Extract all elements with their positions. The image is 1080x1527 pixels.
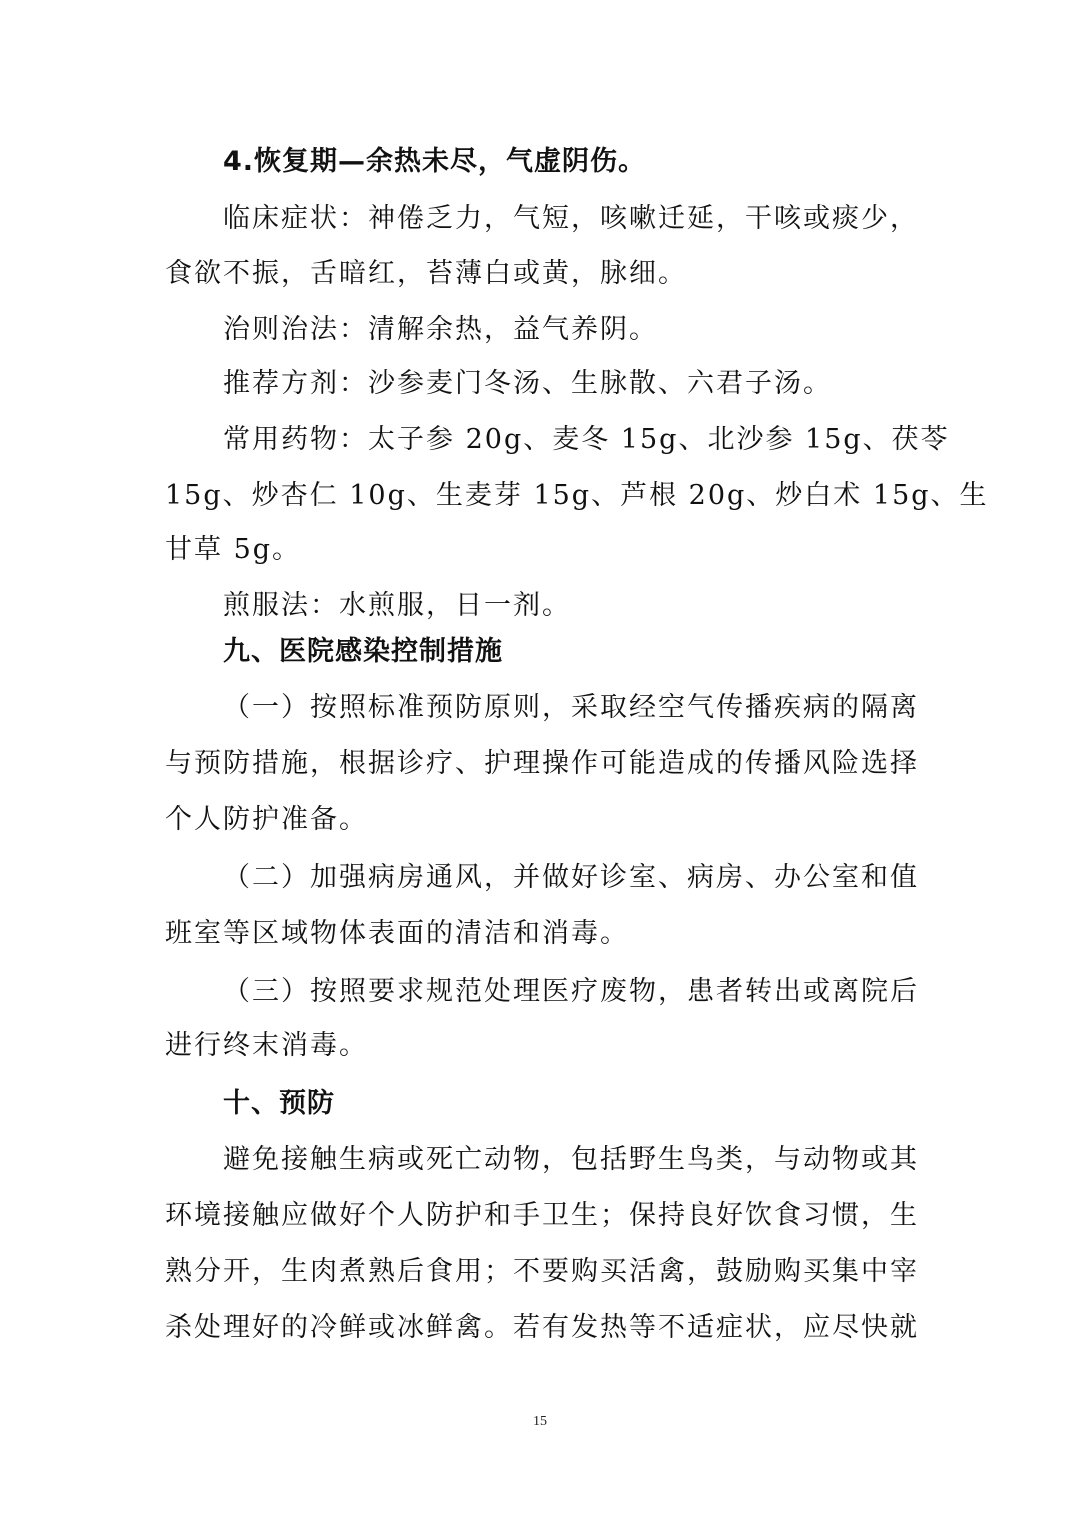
recovery-stage-heading: 4.恢复期—余热未尽，气虚阴伤。 [223,146,647,177]
common-medicine-line: 常用药物：太子参 20g、麦冬 15g、北沙参 15g、茯苓 [223,424,950,455]
section-heading-infection-control: 九、医院感染控制措施 [223,636,503,667]
treatment-principle-line: 治则治法：清解余热，益气养阴。 [223,314,658,345]
control-measure-line: （一）按照标准预防原则，采取经空气传播疾病的隔离 [223,692,919,723]
prevention-line: 环境接触应做好个人防护和手卫生；保持良好饮食习惯，生 [165,1200,919,1231]
section-heading-prevention: 十、预防 [223,1088,335,1119]
common-medicine-line: 15g、炒杏仁 10g、生麦芽 15g、芦根 20g、炒白术 15g、生 [165,480,989,511]
prevention-line: 杀处理好的冷鲜或冰鲜禽。若有发热等不适症状，应尽快就 [165,1312,919,1343]
decoction-method-line: 煎服法：水煎服，日一剂。 [223,590,571,621]
control-measure-line: （三）按照要求规范处理医疗废物，患者转出或离院后 [223,976,919,1007]
control-measure-line: 个人防护准备。 [165,804,368,835]
clinical-symptoms-line: 临床症状：神倦乏力，气短，咳嗽迁延，干咳或痰少， [223,203,919,234]
clinical-symptoms-line: 食欲不振，舌暗红，苔薄白或黄，脉细。 [165,258,687,289]
page-number: 15 [533,1414,547,1429]
prevention-line: 熟分开，生肉煮熟后食用；不要购买活禽，鼓励购买集中宰 [165,1256,919,1287]
prevention-line: 避免接触生病或死亡动物，包括野生鸟类，与动物或其 [223,1144,919,1175]
control-measure-line: （二）加强病房通风，并做好诊室、病房、办公室和值 [223,862,919,893]
control-measure-line: 班室等区域物体表面的清洁和消毒。 [165,918,629,949]
recommended-prescription-line: 推荐方剂：沙参麦门冬汤、生脉散、六君子汤。 [223,368,832,399]
control-measure-line: 与预防措施，根据诊疗、护理操作可能造成的传播风险选择 [165,748,919,779]
control-measure-line: 进行终末消毒。 [165,1030,368,1061]
common-medicine-line: 甘草 5g。 [165,534,302,565]
